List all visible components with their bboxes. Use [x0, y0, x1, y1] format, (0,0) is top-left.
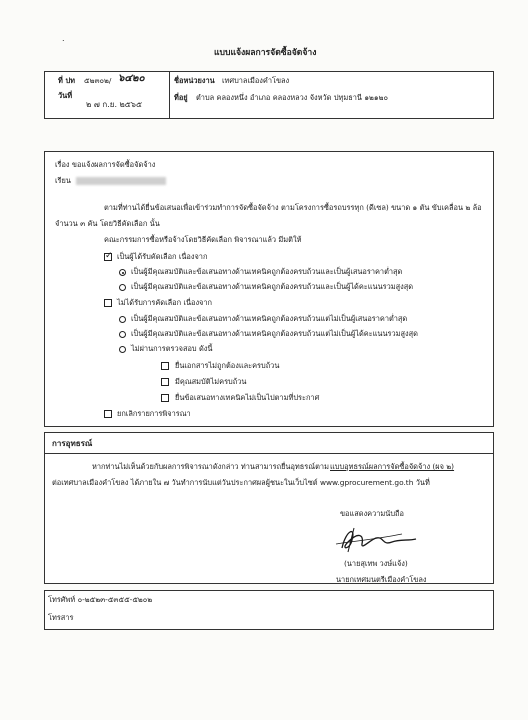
cancel-checkbox[interactable] [104, 410, 112, 418]
footer-phone: โทรศัพท์ ๐-๒๕๒๓-๕๓๕๕-๕๒๐๒ [48, 595, 153, 604]
selected-label: เป็นผู้ได้รับคัดเลือก เนื่องจาก [117, 252, 208, 261]
sel-opt2-radio[interactable] [119, 284, 126, 291]
not-opt1-radio[interactable] [119, 316, 126, 323]
appeal-line2: ต่อเทศบาลเมืองคำโขลง ได้ภายใน ๗ วันทำการนับแต่วันประกาศผลผู้ชนะในเว็บไซต์ www.gprocurement.go.th วันที่ [52, 478, 430, 487]
doc-no-value: ๕๒๓๐๒/ [84, 76, 112, 85]
appeal-box [44, 432, 494, 584]
not-opt3-label: ไม่ผ่านการตรวจสอบ ดังนี้ [131, 344, 213, 353]
date-label: วันที่ [58, 91, 73, 100]
footer-fax: โทรสาร [48, 613, 74, 622]
appeal-heading: การอุทธรณ์ [52, 439, 93, 448]
sub1-checkbox[interactable] [161, 362, 169, 370]
not-selected-label: ไม่ได้รับการคัดเลือก เนื่องจาก [117, 298, 213, 307]
signer-name: (นายสุเทพ วงษ์แจ้ง) [344, 559, 408, 568]
sub2-label: มีคุณสมบัติไม่ครบถ้วน [175, 377, 247, 386]
sel-opt1-radio[interactable] [119, 269, 126, 276]
sel-opt2-label: เป็นผู้มีคุณสมบัติและข้อเสนอทางด้านเทคนิคถูกต้องครบถ้วนและเป็นผู้ได้คะแนนรวมสูงสุด [131, 282, 414, 291]
page-corner-mark: . [62, 34, 65, 43]
sub3-label: ยื่นข้อเสนอทางเทคนิคไม่เป็นไปตามที่ประกาศ [175, 393, 320, 402]
signer-position: นายกเทศมนตรีเมืองคำโขลง [336, 575, 427, 584]
sub2-checkbox[interactable] [161, 378, 169, 386]
sel-opt1-label: เป็นผู้มีคุณสมบัติและข้อเสนอทางด้านเทคนิคถูกต้องครบถ้วนและเป็นผู้เสนอราคาต่ำสุด [131, 267, 403, 276]
agency-value: เทศบาลเมืองคำโขลง [222, 76, 290, 85]
body-paragraph-line1: ตามที่ท่านได้ยื่นข้อเสนอเพื่อเข้าร่วมทำการจัดซื้อจัดจ้าง ตามโครงการซื้อรถบรรทุก (ดีเซล) ขนาด ๑ ตัน ขับเคลื่อน ๒ ล้อ [104, 203, 482, 212]
subject-line: เรื่อง ขอแจ้งผลการจัดซื้อจัดจ้าง [55, 160, 156, 169]
not-selected-checkbox[interactable] [104, 299, 112, 307]
not-opt1-label: เป็นผู้มีคุณสมบัติและข้อเสนอทางด้านเทคนิคถูกต้องครบถ้วนแต่ไม่เป็นผู้เสนอราคาต่ำสุด [131, 314, 408, 323]
address-label: ที่อยู่ [174, 93, 188, 102]
appeal-line1-text: หากท่านไม่เห็นด้วยกับผลการพิจารณาดังกล่าว ท่านสามารถยื่นอุทธรณ์ตาม [92, 462, 329, 471]
appeal-form-link[interactable]: แบบอุทธรณ์ผลการจัดซื้อจัดจ้าง (ผจ ๒) [330, 462, 455, 471]
agency-label: ชื่อหน่วยงาน [174, 76, 215, 85]
body-paragraph-line2: จำนวน ๓ คัน โดยวิธีคัดเลือก นั้น [55, 219, 160, 228]
closing-text: ขอแสดงความนับถือ [340, 509, 404, 518]
header-divider [169, 71, 170, 119]
document-title: แบบแจ้งผลการจัดซื้อจัดจ้าง [214, 48, 317, 58]
committee-line: คณะกรรมการซื้อหรือจ้างโดยวิธีคัดเลือก พิจารณาแล้ว มีมติให้ [104, 235, 302, 244]
address-value: ตำบล คลองหนึ่ง อำเภอ คลองหลวง จังหวัด ปทุมธานี ๑๒๑๒๐ [196, 93, 388, 102]
not-opt2-label: เป็นผู้มีคุณสมบัติและข้อเสนอทางด้านเทคนิคถูกต้องครบถ้วนแต่ไม่เป็นผู้ได้คะแนนรวมสูงสุด [131, 329, 418, 338]
to-label: เรียน [55, 176, 71, 185]
signature-image [312, 520, 422, 556]
doc-no-label: ที่ ปท [58, 76, 76, 85]
cancel-label: ยกเลิกรายการพิจารณา [117, 409, 191, 418]
appeal-heading-divider [44, 453, 494, 454]
sub1-label: ยื่นเอกสารไม่ถูกต้องและครบถ้วน [175, 361, 280, 370]
redacted-recipient [76, 177, 166, 185]
doc-no-handwritten: ๖๔๒๐ [118, 73, 145, 84]
not-opt3-radio[interactable] [119, 346, 126, 353]
not-opt2-radio[interactable] [119, 331, 126, 338]
sub3-checkbox[interactable] [161, 394, 169, 402]
date-value: ๒ ๗ ก.ย. ๒๕๖๕ [86, 100, 142, 109]
selected-checkbox[interactable] [104, 253, 112, 261]
